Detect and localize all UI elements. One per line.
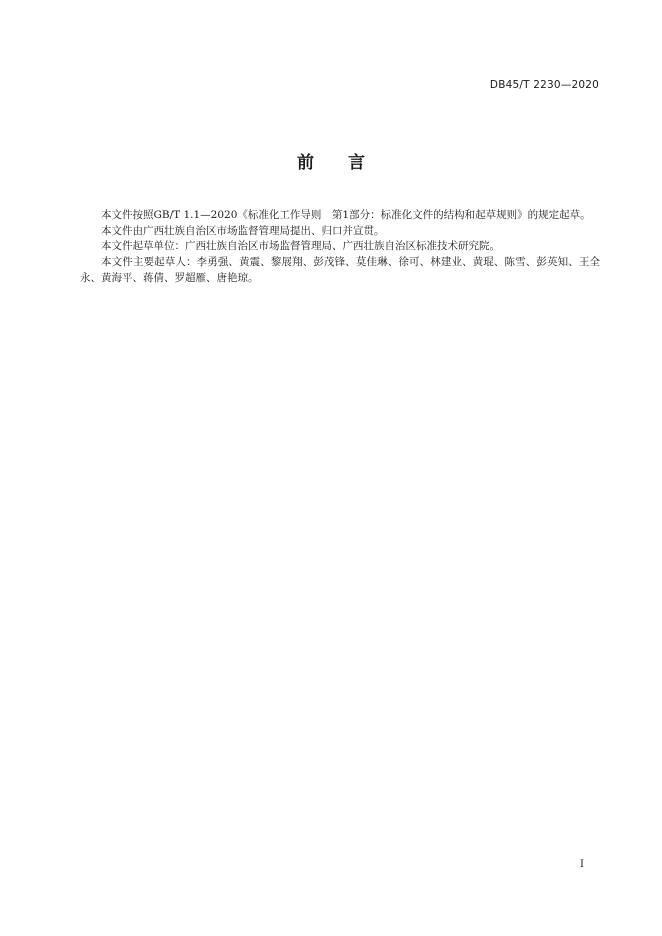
paragraph-proposer: 本文件由广西壮族自治区市场监督管理局提出、归口并宣贯。	[101, 224, 385, 237]
title-char-2: 言	[348, 153, 365, 173]
paragraph-drafters: 本文件主要起草人：李勇强、黄震、黎展翔、彭茂锋、莫佳琳、徐可、林建业、黄琨、陈雪、彭英知、王全永、黄海平、蒋倩、罗超雁、唐艳琼。	[80, 256, 600, 284]
page-title	[0, 148, 662, 173]
foreword-body	[80, 208, 600, 287]
paragraph-drafting-rules: 本文件按照GB/T 1.1—2020《标准化工作导则 第1部分：标准化文件的结构和起草规则》的规定起草。	[101, 209, 591, 221]
document-code: DB45/T 2230—2020	[489, 79, 599, 91]
title-char-1: 前	[297, 153, 314, 173]
paragraph-drafting-units: 本文件起草单位：广西壮族自治区市场监督管理局、广西壮族自治区标准技术研究院。	[101, 240, 500, 253]
page-number: I	[580, 859, 584, 870]
